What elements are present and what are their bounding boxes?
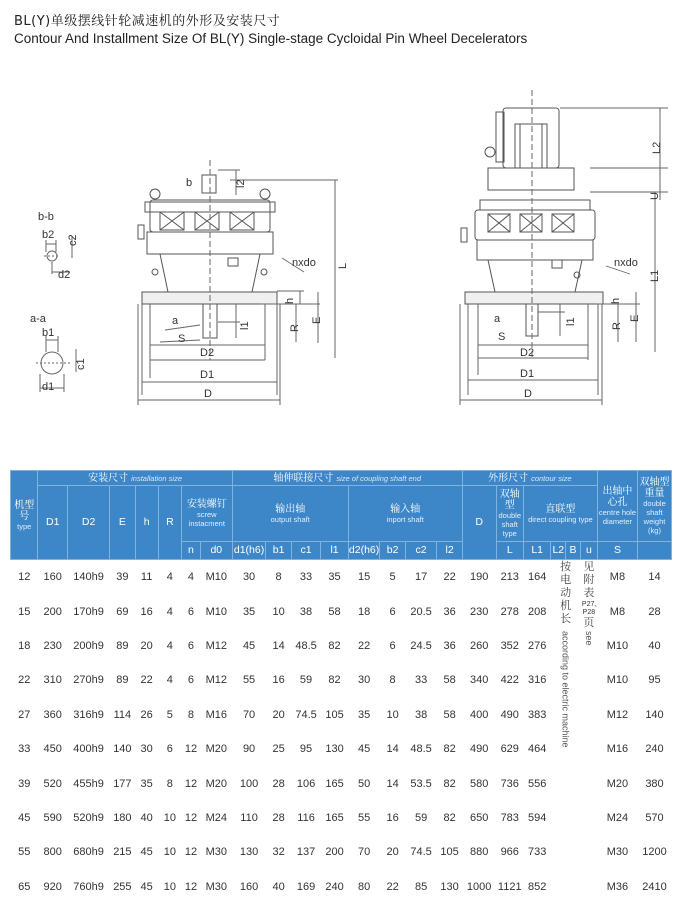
table-cell: 230: [38, 629, 68, 663]
table-cell: 28: [272, 811, 285, 824]
table-cell: 490: [469, 743, 489, 756]
label-E-left: E: [311, 316, 323, 324]
header-S: S: [597, 542, 637, 560]
table-cell: M24: [205, 811, 228, 824]
table-cell: M16: [200, 698, 232, 732]
label-l1-left: l1: [239, 321, 251, 330]
table-cell: 10: [158, 835, 181, 869]
table-cell: 310: [43, 674, 62, 687]
table-cell: 6: [181, 629, 200, 663]
table-cell: 18: [11, 629, 38, 663]
page-title-en: Contour And Installment Size Of BL(Y) Single-stage Cycloidal Pin Wheel Decelerators: [14, 31, 528, 46]
label-D1-right: D1: [520, 368, 535, 380]
table-cell: M10: [597, 629, 637, 663]
header-L2: L2: [551, 542, 566, 560]
label-d1: d1: [42, 381, 55, 393]
table-cell: 95: [299, 743, 313, 756]
label-b1: b1: [42, 327, 55, 339]
label-b2: b2: [42, 229, 55, 241]
table-cell: 1000: [466, 880, 492, 893]
table-cell: 100: [232, 766, 266, 800]
table-cell: 556: [523, 766, 550, 800]
header-b2: b2: [380, 542, 405, 560]
note-see-table: [580, 560, 602, 904]
table-cell: 278: [500, 605, 519, 618]
table-cell: 36: [443, 605, 456, 618]
header-h: h: [135, 486, 158, 560]
table-cell: 105: [321, 698, 348, 732]
table-cell: M16: [606, 743, 629, 756]
table-cell: 340: [469, 674, 489, 687]
table-cell: 82: [328, 674, 341, 687]
table-cell: 59: [299, 674, 313, 687]
table-cell: 45: [18, 811, 31, 824]
header-d2h6: d2(h6): [348, 542, 380, 560]
header-l2: l2: [437, 542, 462, 560]
table-cell: 190: [462, 560, 496, 595]
label-bb: b-b: [38, 211, 54, 223]
table-cell: 170h9: [73, 605, 104, 618]
table-cell: 11: [135, 560, 158, 595]
header-d1h6: d1(h6): [232, 542, 266, 560]
table-cell: M24: [606, 811, 629, 824]
table-cell: 10: [163, 880, 176, 893]
table-cell: 165: [321, 766, 348, 800]
label-S-right: S: [498, 331, 506, 343]
table-cell: M12: [205, 674, 228, 687]
label-E-right: E: [629, 314, 641, 322]
table-cell: 650: [469, 811, 489, 824]
table-cell: 783: [500, 811, 519, 824]
table-cell: 39: [110, 560, 135, 595]
table-cell: 22: [386, 880, 399, 893]
table-cell: 450: [43, 743, 62, 756]
table-cell: 35: [135, 766, 158, 800]
table-cell: M20: [200, 766, 232, 800]
table-cell: 20: [266, 698, 291, 732]
table-cell: 160: [239, 880, 259, 893]
label-D2-right: D2: [520, 347, 535, 359]
table-cell: 20: [380, 835, 405, 869]
table-cell: 10: [272, 605, 285, 618]
table-cell: 920: [43, 880, 62, 893]
table-cell: 58: [437, 698, 462, 732]
table-cell: 760h9: [73, 880, 104, 893]
label-D-right: D: [524, 388, 532, 400]
note-motor-en: according to electric machine: [560, 631, 571, 748]
header-input-shaft: 输入轴 inport shaft: [348, 486, 462, 542]
table-cell: M20: [205, 743, 228, 756]
table-cell: 18: [357, 605, 371, 618]
table-cell: 400h9: [73, 743, 104, 756]
table-cell: 69: [116, 605, 129, 618]
table-cell: M10: [606, 674, 629, 687]
table-cell: 59: [414, 811, 428, 824]
table-cell: 490: [496, 698, 523, 732]
table-cell: 45: [140, 880, 153, 893]
table-cell: 6: [187, 674, 195, 687]
label-b: b: [186, 177, 193, 189]
group-install: 安装尺寸 installation size: [38, 471, 232, 486]
table-cell: 4: [181, 560, 200, 595]
table-cell: 8: [389, 674, 396, 687]
table-cell: 6: [187, 605, 195, 618]
table-cell: 230: [469, 605, 489, 618]
group-shaft: 轴伸联接尺寸 size of coupling shaft end: [232, 471, 462, 486]
table-cell: 55: [11, 835, 38, 869]
table-cell: 74.5: [291, 698, 321, 732]
header-D1: D1: [38, 486, 68, 560]
table-cell: 70: [232, 698, 266, 732]
label-aa: a-a: [30, 313, 46, 325]
table-cell: 33: [18, 743, 31, 756]
table-cell: 177: [110, 766, 135, 800]
table-cell: 10: [380, 698, 405, 732]
table-cell: 33: [414, 674, 428, 687]
header-u: u: [580, 542, 597, 560]
table-cell: 45: [135, 835, 158, 869]
table-cell: 22: [437, 560, 462, 595]
table-cell: 26: [135, 698, 158, 732]
label-L1: L1: [649, 269, 661, 282]
label-c2: c2: [67, 234, 79, 246]
table-cell: 140: [113, 743, 132, 756]
table-cell: 40: [140, 811, 153, 824]
table-cell: 15: [348, 560, 380, 595]
table-cell: 736: [496, 766, 523, 800]
table-cell: 40: [272, 880, 285, 893]
table-cell: M12: [200, 629, 232, 663]
page-title-cn: BL(Y)单级摆线针轮减速机的外形及安装尺寸: [14, 14, 281, 29]
table-cell: 455h9: [67, 766, 109, 800]
table-cell: M12: [597, 698, 637, 732]
header-L1: L1: [523, 542, 550, 560]
header-c1: c1: [291, 542, 321, 560]
table-cell: 580: [462, 766, 496, 800]
table-cell: 58: [443, 674, 456, 687]
table-cell: 4: [158, 560, 181, 595]
header-R: R: [158, 486, 181, 560]
table-cell: 90: [242, 743, 256, 756]
table-cell: 164: [523, 560, 550, 595]
header-D: D: [462, 486, 496, 560]
header-d0: d0: [200, 542, 232, 560]
header-l1: l1: [321, 542, 348, 560]
table-cell: 8: [266, 560, 291, 595]
table-cell: 160: [38, 560, 68, 595]
table-cell: M20: [597, 766, 637, 800]
table-cell: 39: [11, 766, 38, 800]
table-cell: 4: [158, 629, 181, 663]
table-cell: 35: [321, 560, 348, 595]
reducer-left: [138, 175, 277, 338]
table-cell: 800: [38, 835, 68, 869]
table-cell: 130: [325, 743, 344, 756]
table-cell: 22: [18, 674, 31, 687]
table-cell: 82: [443, 743, 456, 756]
header-type: 机型号 type: [11, 471, 38, 560]
table-cell: 114: [110, 698, 135, 732]
table-cell: 316h9: [67, 698, 109, 732]
note-ref-en: see: [583, 631, 594, 646]
label-a-left: a: [172, 315, 179, 327]
table-cell: 27: [11, 698, 38, 732]
group-contour: 外形尺寸 contour size: [462, 471, 597, 486]
table-cell: 10: [163, 811, 176, 824]
table-cell: 17: [405, 560, 437, 595]
label-h-left: h: [284, 297, 296, 304]
table-cell: 400: [462, 698, 496, 732]
table-cell: 33: [291, 560, 321, 595]
table-cell: 4: [166, 674, 173, 687]
table-cell: 6: [389, 605, 396, 618]
table-cell: 208: [528, 605, 547, 618]
header-c2: c2: [405, 542, 437, 560]
table-cell: 966: [496, 835, 523, 869]
table-cell: 520: [38, 766, 68, 800]
header-E: E: [110, 486, 135, 560]
table-cell: 32: [266, 835, 291, 869]
label-c1: c1: [75, 358, 87, 370]
table-cell: 8: [181, 698, 200, 732]
label-L2: L2: [651, 141, 663, 154]
table-cell: 15: [18, 605, 31, 618]
table-cell: 38: [299, 605, 313, 618]
table-cell: M30: [205, 880, 228, 893]
table-cell: 14: [386, 743, 399, 756]
table-cell: 50: [348, 766, 380, 800]
table-cell: 316: [528, 674, 547, 687]
table-cell: 116: [297, 811, 315, 824]
table-cell: 35: [348, 698, 380, 732]
table-cell: 629: [500, 743, 519, 756]
table-cell: 53.5: [405, 766, 437, 800]
table-cell: 12: [181, 766, 200, 800]
table-cell: 383: [523, 698, 550, 732]
table-cell: 276: [523, 629, 550, 663]
table-cell: 82: [321, 629, 348, 663]
table-cell: 22: [348, 629, 380, 663]
table-cell: 16: [140, 605, 153, 618]
table-cell: 130: [232, 835, 266, 869]
table-cell: 12: [11, 560, 38, 595]
table-cell: M30: [200, 835, 232, 869]
table-cell: 30: [357, 674, 371, 687]
table-cell: 38: [405, 698, 437, 732]
table-cell: 12: [184, 743, 198, 756]
table-cell: 24.5: [405, 629, 437, 663]
table-cell: 48.5: [410, 743, 432, 756]
table-cell: M36: [606, 880, 629, 893]
table-cell: 48.5: [291, 629, 321, 663]
table-cell: 105: [437, 835, 462, 869]
label-h-right: h: [610, 297, 622, 304]
table-cell: M8: [597, 560, 637, 595]
table-cell: 55: [242, 674, 256, 687]
table-cell: 12: [184, 880, 198, 893]
table-cell: 20.5: [410, 605, 432, 618]
table-cell: 213: [496, 560, 523, 595]
label-l2: l2: [235, 179, 247, 188]
label-d2: d2: [58, 269, 71, 281]
table-cell: 260: [462, 629, 496, 663]
technical-drawing: [0, 60, 680, 470]
table-cell: 270h9: [73, 674, 104, 687]
table-cell: 12: [184, 811, 198, 824]
table-cell: 464: [528, 743, 547, 756]
table-cell: 82: [437, 766, 462, 800]
table-cell: 380: [638, 766, 672, 800]
table-cell: 106: [291, 766, 321, 800]
header-b1: b1: [266, 542, 291, 560]
table-cell: 2410: [642, 880, 667, 893]
table-cell: 5: [380, 560, 405, 595]
table-cell: 80: [357, 880, 371, 893]
table-cell: 110: [240, 811, 258, 824]
label-D1-left: D1: [200, 369, 215, 381]
header-n: n: [181, 542, 200, 560]
table-cell: 352: [496, 629, 523, 663]
table-cell: 180: [113, 811, 132, 824]
note-ref-page-cn: 页: [583, 616, 595, 629]
table-cell: 4: [166, 605, 173, 618]
label-D2-left: D2: [200, 347, 215, 359]
table-cell: 95: [648, 674, 661, 687]
header-screw: 安装螺钉 screw instacment: [181, 486, 232, 542]
header-output-shaft: 输出轴 output shaft: [232, 486, 348, 542]
header-D2: D2: [67, 486, 109, 560]
table-cell: 594: [528, 811, 547, 824]
table-cell: 680h9: [67, 835, 109, 869]
label-l1-right: l1: [565, 317, 577, 326]
table-cell: 733: [523, 835, 550, 869]
table-cell: 28: [266, 766, 291, 800]
table-cell: 137: [291, 835, 321, 869]
table-cell: 8: [158, 766, 181, 800]
table-cell: M10: [205, 605, 228, 618]
table-cell: 85: [414, 880, 428, 893]
table-cell: 12: [181, 835, 200, 869]
note-ref-pages: P27、P28: [581, 601, 602, 616]
note-motor-length: [551, 560, 581, 904]
table-cell: 45: [232, 629, 266, 663]
table-cell: 422: [500, 674, 519, 687]
table-cell: 590: [43, 811, 62, 824]
table-cell: 89: [116, 674, 129, 687]
table-cell: 30: [232, 560, 266, 595]
table-cell: 240: [325, 880, 344, 893]
table-cell: 70: [348, 835, 380, 869]
dimension-table-wrap: [10, 470, 672, 915]
label-a-right: a: [494, 313, 501, 325]
note-ref-cn: 见附表: [583, 560, 595, 599]
table-cell: 22: [140, 674, 153, 687]
label-R-left: R: [289, 324, 301, 332]
table-cell: M30: [597, 835, 637, 869]
table-cell: 1121: [497, 880, 522, 893]
header-direct-coupling: 直联型 direct coupling type: [523, 486, 597, 542]
dimension-table: [10, 470, 672, 904]
table-cell: 65: [18, 880, 31, 893]
table-cell: 28: [648, 605, 661, 618]
table-cell: 215: [110, 835, 135, 869]
header-centre-hole: 出轴中心孔 centre hole diameter: [597, 471, 637, 542]
table-cell: 74.5: [405, 835, 437, 869]
header-weight-kg: [638, 542, 672, 560]
table-cell: 14: [380, 766, 405, 800]
header-L: L: [496, 542, 523, 560]
label-nxdo-right: nxdo: [614, 257, 638, 269]
table-cell: 1200: [638, 835, 672, 869]
table-cell: 16: [272, 674, 285, 687]
table-cell: 36: [437, 629, 462, 663]
table-cell: 40: [638, 629, 672, 663]
table-cell: 82: [443, 811, 456, 824]
label-nxdo-left: nxdo: [292, 257, 316, 269]
table-cell: 255: [113, 880, 132, 893]
table-cell: M8: [609, 605, 626, 618]
header-weight: 双轴型重量 double shaft weight (kg): [638, 471, 672, 542]
header-B: B: [566, 542, 581, 560]
table-cell: 360: [38, 698, 68, 732]
table-cell: 570: [645, 811, 664, 824]
table-cell: 165: [325, 811, 344, 824]
label-U: U: [649, 192, 661, 200]
table-cell: 169: [296, 880, 316, 893]
table-cell: 880: [462, 835, 496, 869]
table-cell: 58: [328, 605, 341, 618]
header-double-shaft: 双轴型 double shaft type: [496, 486, 523, 542]
table-cell: 6: [166, 743, 173, 756]
table-row: [11, 560, 672, 595]
table-cell: 55: [357, 811, 371, 824]
table-cell: 14: [638, 560, 672, 595]
table-cell: 6: [380, 629, 405, 663]
table-cell: 35: [242, 605, 256, 618]
table-cell: 200h9: [67, 629, 109, 663]
table-body: [11, 560, 672, 904]
table-cell: 240: [645, 743, 664, 756]
table-cell: 140: [638, 698, 672, 732]
table-cell: 25: [272, 743, 285, 756]
table-cell: 130: [440, 880, 459, 893]
table-cell: 200: [43, 605, 62, 618]
label-S-left: S: [178, 333, 186, 345]
table-cell: 16: [386, 811, 399, 824]
table-cell: M10: [200, 560, 232, 595]
table-cell: 45: [357, 743, 371, 756]
note-motor-cn: 按电动机长: [560, 560, 572, 625]
label-D-left: D: [204, 388, 212, 400]
table-cell: 89: [110, 629, 135, 663]
table-cell: 14: [266, 629, 291, 663]
table-cell: 200: [321, 835, 348, 869]
table-cell: 30: [140, 743, 153, 756]
table-cell: 20: [135, 629, 158, 663]
label-R-right: R: [611, 322, 623, 330]
table-cell: 5: [158, 698, 181, 732]
label-L: L: [337, 262, 349, 269]
table-cell: 852: [528, 880, 547, 893]
table-cell: 140h9: [67, 560, 109, 595]
table-cell: 520h9: [73, 811, 104, 824]
